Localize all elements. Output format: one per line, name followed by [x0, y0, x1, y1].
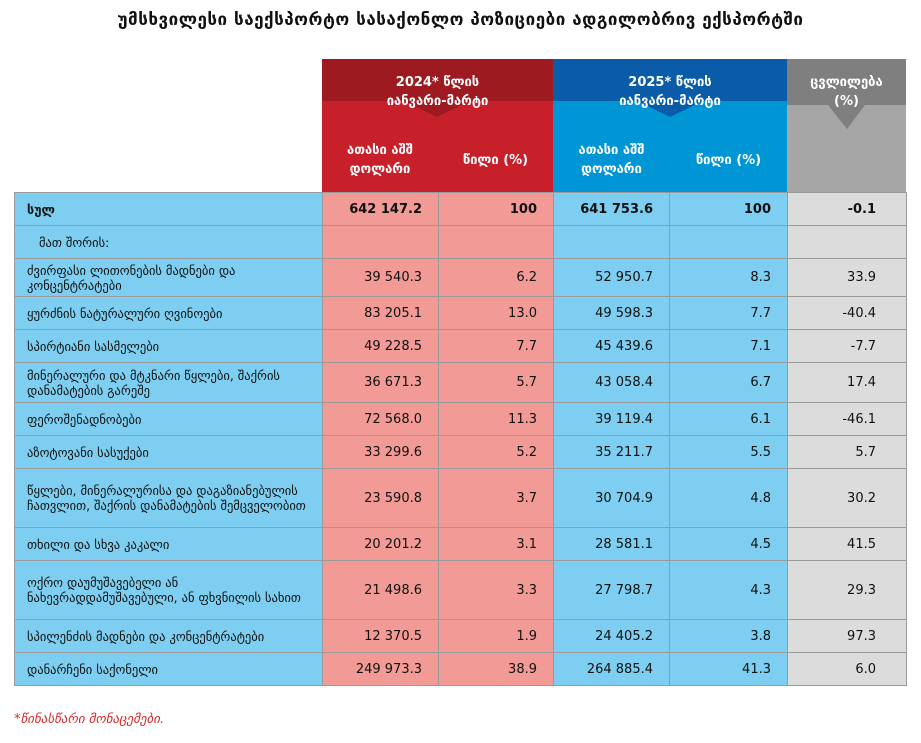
value-2025: 35 211.7	[554, 436, 670, 469]
change-pct: 29.3	[788, 561, 907, 620]
header-2024	[322, 59, 553, 192]
value-2024: 642 147.2	[323, 193, 439, 226]
header-2024-year: 2024* წლის	[395, 75, 480, 90]
share-2025: 7.1	[670, 330, 788, 363]
header-change-unit: (%)	[834, 94, 859, 109]
header-2024-period: იანვარი-მარტი	[386, 94, 489, 109]
share-2025	[670, 226, 788, 259]
change-pct: -7.7	[788, 330, 907, 363]
value-2024: 23 590.8	[323, 469, 439, 528]
value-2024: 49 228.5	[323, 330, 439, 363]
share-2025: 41.3	[670, 653, 788, 686]
table-row	[15, 620, 907, 653]
share-2025: 8.3	[670, 259, 788, 297]
change-pct: 6.0	[788, 653, 907, 686]
header-2024-share-label: წილი (%)	[462, 153, 529, 168]
header-2024-value-line2: დოლარი	[349, 162, 411, 177]
row-label: ყურძნის ნატურალური ღვინოები	[15, 297, 323, 330]
share-2024: 3.7	[439, 469, 554, 528]
value-2024: 12 370.5	[323, 620, 439, 653]
value-2024: 33 299.6	[323, 436, 439, 469]
share-2025: 5.5	[670, 436, 788, 469]
share-2024: 13.0	[439, 297, 554, 330]
value-2025: 45 439.6	[554, 330, 670, 363]
row-label: ფეროშენადნობები	[15, 403, 323, 436]
header-2025-value-label	[553, 141, 670, 179]
header-2024-value-label	[322, 141, 438, 179]
value-2024: 36 671.3	[323, 363, 439, 403]
header-2025-period: იანვარი-მარტი	[619, 94, 721, 109]
value-2025: 39 119.4	[554, 403, 670, 436]
share-2025: 4.5	[670, 528, 788, 561]
row-label: მინერალური და მტკნარი წყლები, შაქრის დანამატების გარეშე	[15, 363, 323, 403]
row-label: სპილენძის მადნები და კონცენტრატები	[15, 620, 323, 653]
header-2025-value-line2: დოლარი	[581, 162, 642, 177]
row-label: აზოტოვანი სასუქები	[15, 436, 323, 469]
header-2025-year: 2025* წლის	[628, 75, 712, 90]
change-pct: -0.1	[788, 193, 907, 226]
value-2024: 20 201.2	[323, 528, 439, 561]
value-2024: 249 973.3	[323, 653, 439, 686]
table-row	[15, 653, 907, 686]
share-2025: 6.1	[670, 403, 788, 436]
header-2025	[553, 59, 787, 192]
export-table-body	[15, 193, 907, 686]
row-label: მათ შორის:	[15, 226, 323, 259]
row-label: წყლები, მინერალურისა და დაგაზიანებულის ჩათვლით, შაქრის დანამატების შემცველობით	[15, 469, 323, 528]
row-label: ძვირფასი ლითონების მადნები და კონცენტრატები	[15, 259, 323, 297]
change-pct: 97.3	[788, 620, 907, 653]
share-2024: 3.3	[439, 561, 554, 620]
table-row	[15, 469, 907, 528]
share-2025: 4.8	[670, 469, 788, 528]
header-2025-value-line1: ათასი აშშ	[578, 143, 645, 158]
table-row	[15, 297, 907, 330]
share-2025: 3.8	[670, 620, 788, 653]
table-row	[15, 330, 907, 363]
value-2025: 24 405.2	[554, 620, 670, 653]
header-2024-value-line1: ათასი აშშ	[347, 143, 413, 158]
value-2025: 43 058.4	[554, 363, 670, 403]
change-pct	[788, 226, 907, 259]
share-2024: 38.9	[439, 653, 554, 686]
row-label: ოქრო დაუმუშავებელი ან ნახევრადდამუშავებული, ან ფხვნილის სახით	[15, 561, 323, 620]
table-row	[15, 436, 907, 469]
header-2025-share-label: წილი (%)	[695, 153, 762, 168]
table-row	[15, 528, 907, 561]
table-row-subheading	[15, 226, 907, 259]
value-2024: 39 540.3	[323, 259, 439, 297]
change-pct: 5.7	[788, 436, 907, 469]
share-2025: 100	[670, 193, 788, 226]
value-2025: 28 581.1	[554, 528, 670, 561]
change-pct: -46.1	[788, 403, 907, 436]
table-row	[15, 403, 907, 436]
table-row	[15, 363, 907, 403]
value-2024	[323, 226, 439, 259]
share-2024: 5.7	[439, 363, 554, 403]
share-2024: 6.2	[439, 259, 554, 297]
value-2025: 52 950.7	[554, 259, 670, 297]
row-label: დანარჩენი საქონელი	[15, 653, 323, 686]
value-2024: 83 205.1	[323, 297, 439, 330]
share-2024: 3.1	[439, 528, 554, 561]
header-change	[787, 59, 906, 192]
value-2025: 27 798.7	[554, 561, 670, 620]
share-2024: 1.9	[439, 620, 554, 653]
share-2024: 100	[439, 193, 554, 226]
table-row-total	[15, 193, 907, 226]
value-2025: 49 598.3	[554, 297, 670, 330]
row-label: თხილი და სხვა კაკალი	[15, 528, 323, 561]
share-2025: 4.3	[670, 561, 788, 620]
table-row	[15, 561, 907, 620]
table-row	[15, 259, 907, 297]
value-2024: 21 498.6	[323, 561, 439, 620]
value-2024: 72 568.0	[323, 403, 439, 436]
row-label: სულ	[15, 193, 323, 226]
value-2025: 264 885.4	[554, 653, 670, 686]
share-2024: 7.7	[439, 330, 554, 363]
change-pct: -40.4	[788, 297, 907, 330]
value-2025: 641 753.6	[554, 193, 670, 226]
value-2025: 30 704.9	[554, 469, 670, 528]
share-2024: 5.2	[439, 436, 554, 469]
change-pct: 30.2	[788, 469, 907, 528]
share-2024	[439, 226, 554, 259]
row-label: სპირტიანი სასმელები	[15, 330, 323, 363]
share-2025: 7.7	[670, 297, 788, 330]
header-change-label: ცვლილება	[810, 75, 883, 90]
footnote: *წინასწარი მონაცემები.	[14, 712, 165, 727]
share-2024: 11.3	[439, 403, 554, 436]
change-pct: 33.9	[788, 259, 907, 297]
table-title: უმსხვილესი საექსპორტო სასაქონლო პოზიციები ადგილობრივ ექსპორტში	[117, 10, 804, 30]
export-table	[14, 192, 907, 686]
share-2025: 6.7	[670, 363, 788, 403]
value-2025	[554, 226, 670, 259]
change-pct: 17.4	[788, 363, 907, 403]
change-pct: 41.5	[788, 528, 907, 561]
